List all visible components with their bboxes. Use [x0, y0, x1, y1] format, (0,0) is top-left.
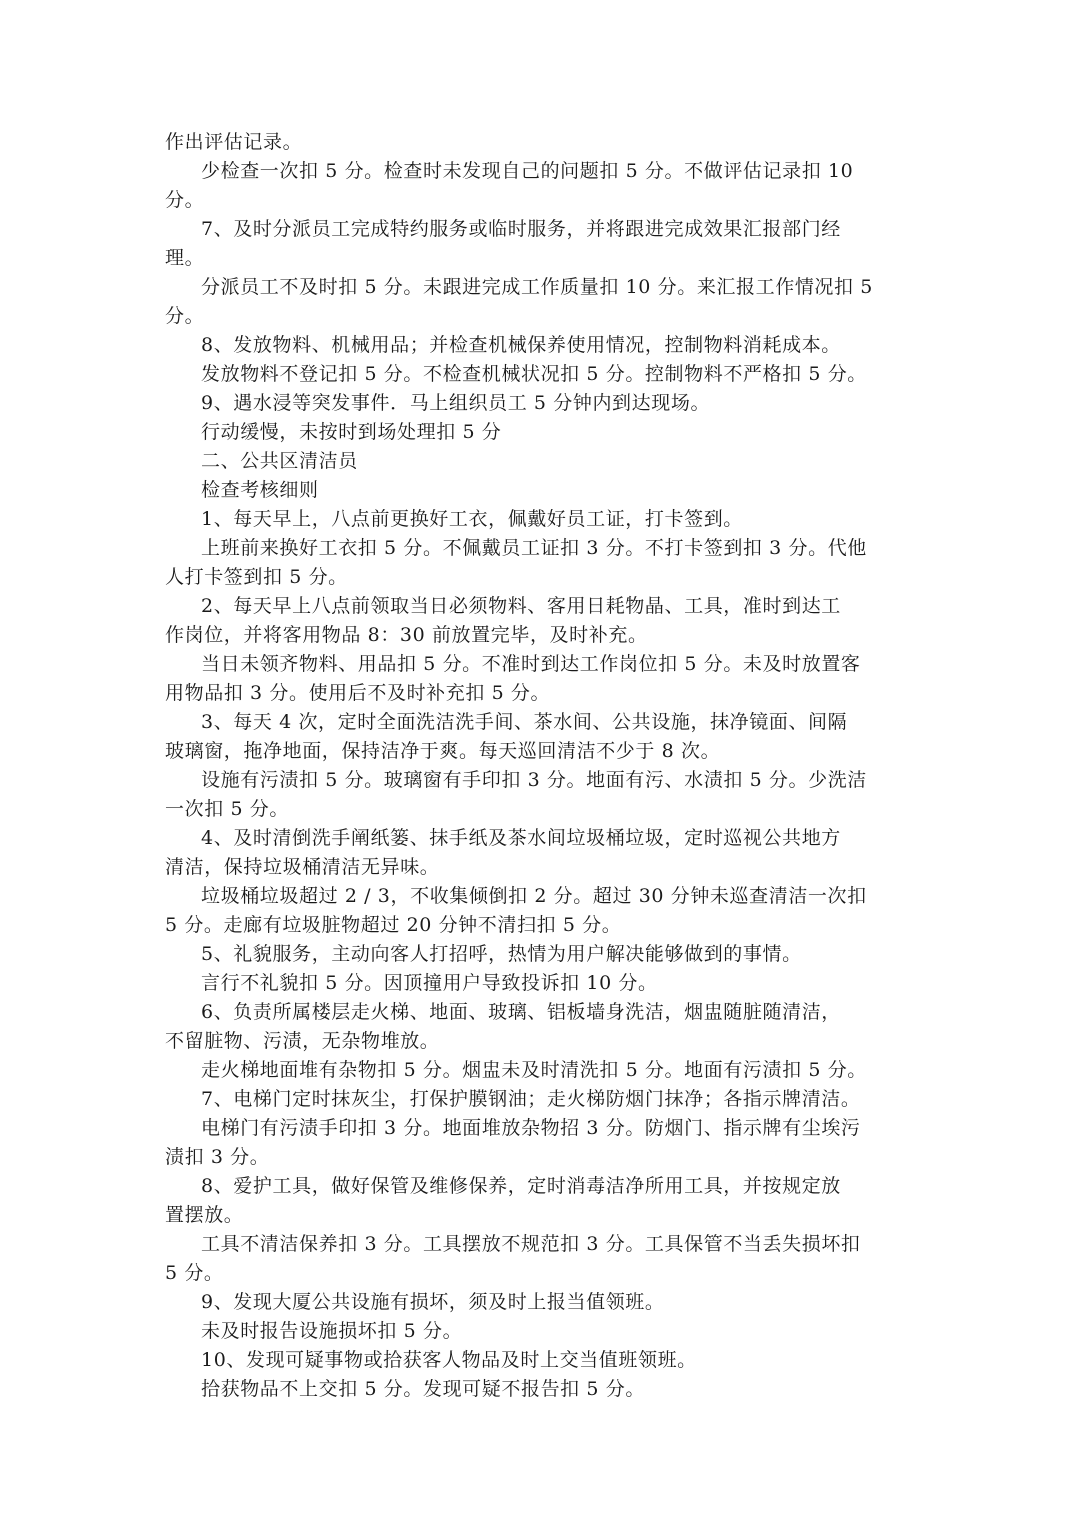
text-line-21: 3、每天 4 次，定时全面洗洁洗手间、茶水间、公共设施，抹净镜面、间隔: [201, 711, 848, 733]
text-line-28: 5 分。走廊有垃圾脏物超过 20 分钟不清扫扣 5 分。: [165, 914, 622, 936]
text-line-20: 用物品扣 3 分。使用后不及时补充扣 5 分。: [165, 682, 551, 704]
text-line-33: 走火梯地面堆有杂物扣 5 分。烟盅未及时清洗扣 5 分。地面有污渍扣 5 分。: [201, 1059, 867, 1081]
text-line-19: 当日未领齐物料、用品扣 5 分。不准时到达工作岗位扣 5 分。未及时放置客: [201, 653, 861, 675]
text-line-40: 5 分。: [165, 1262, 224, 1284]
text-line-23: 设施有污渍扣 5 分。玻璃窗有手印扣 3 分。地面有污、水渍扣 5 分。少洗洁: [201, 769, 867, 791]
text-line-6: 分派员工不及时扣 5 分。未跟进完成工作质量扣 10 分。来汇报工作情况扣 5: [201, 276, 873, 298]
text-line-43: 10、发现可疑事物或拾获客人物品及时上交当值班领班。: [201, 1349, 697, 1371]
text-line-26: 清洁，保持垃圾桶清洁无异味。: [165, 856, 440, 878]
document-body: [165, 128, 917, 1404]
text-line-29: 5、礼貌服务，主动向客人打招呼，热情为用户解决能够做到的事情。: [201, 943, 802, 965]
text-line-32: 不留脏物、污渍，无杂物堆放。: [165, 1030, 440, 1052]
text-line-37: 8、爱护工具，做好保管及维修保养，定时消毒洁净所用工具，并按规定放: [201, 1175, 841, 1197]
text-line-34: 7、电梯门定时抹灰尘，打保护膜钢油；走火梯防烟门抹净；各指示牌清洁。: [201, 1088, 861, 1110]
text-line-30: 言行不礼貌扣 5 分。因顶撞用户导致投诉扣 10 分。: [201, 972, 658, 994]
text-line-44: 拾获物品不上交扣 5 分。发现可疑不报告扣 5 分。: [201, 1378, 645, 1400]
text-line-2: 少检查一次扣 5 分。检查时未发现自己的问题扣 5 分。不做评估记录扣 10: [201, 160, 854, 182]
section-subheading: 检查考核细则: [201, 479, 319, 501]
text-line-7: 分。: [165, 305, 205, 327]
text-line-24: 一次扣 5 分。: [165, 798, 289, 820]
text-line-39: 工具不清洁保养扣 3 分。工具摆放不规范扣 3 分。工具保管不当丢失损坏扣: [201, 1233, 861, 1255]
text-line-10: 9、遇水浸等突发事件．马上组织员工 5 分钟内到达现场。: [201, 392, 711, 414]
text-line-1: 作出评估记录。: [165, 131, 303, 153]
text-line-31: 6、负责所属楼层走火梯、地面、玻璃、铝板墙身洗洁，烟盅随脏随清洁，: [201, 1001, 841, 1023]
text-line-35: 电梯门有污渍手印扣 3 分。地面堆放杂物招 3 分。防烟门、指示牌有尘埃污: [201, 1117, 861, 1139]
text-line-5: 理。: [165, 247, 205, 269]
text-line-14: 1、每天早上，八点前更换好工衣，佩戴好员工证，打卡签到。: [201, 508, 743, 530]
text-line-8: 8、发放物料、机械用品；并检查机械保养使用情况，控制物料消耗成本。: [201, 334, 841, 356]
text-line-3: 分。: [165, 189, 205, 211]
text-line-11: 行动缓慢，未按时到场处理扣 5 分: [201, 421, 502, 443]
text-line-27: 垃圾桶垃圾超过 2 / 3，不收集倾倒扣 2 分。超过 30 分钟未巡查清洁一次扣: [201, 885, 867, 907]
text-line-4: 7、及时分派员工完成特约服务或临时服务，并将跟进完成效果汇报部门经: [201, 218, 841, 240]
text-line-41: 9、发现大厦公共设施有损坏，须及时上报当值领班。: [201, 1291, 665, 1313]
text-line-9: 发放物料不登记扣 5 分。不检查机械状况扣 5 分。控制物料不严格扣 5 分。: [201, 363, 867, 385]
section-heading: 二、公共区清洁员: [201, 450, 358, 472]
text-line-22: 玻璃窗，拖净地面，保持洁净于爽。每天巡回清洁不少于 8 次。: [165, 740, 721, 762]
text-line-16: 人打卡签到扣 5 分。: [165, 566, 348, 588]
text-line-17: 2、每天早上八点前领取当日必须物料、客用日耗物晶、工具，准时到达工: [201, 595, 841, 617]
text-line-42: 未及时报告设施损坏扣 5 分。: [201, 1320, 463, 1342]
text-line-18: 作岗位，并将客用物品 8：30 前放置完毕，及时补充。: [165, 624, 648, 646]
text-line-15: 上班前来换好工衣扣 5 分。不佩戴员工证扣 3 分。不打卡签到扣 3 分。代他: [201, 537, 867, 559]
text-line-25: 4、及时清倒洗手阐纸篓、抹手纸及茶水间垃圾桶垃圾，定时巡视公共地方: [201, 827, 841, 849]
text-line-38: 置摆放。: [165, 1204, 244, 1226]
text-line-36: 渍扣 3 分。: [165, 1146, 270, 1168]
